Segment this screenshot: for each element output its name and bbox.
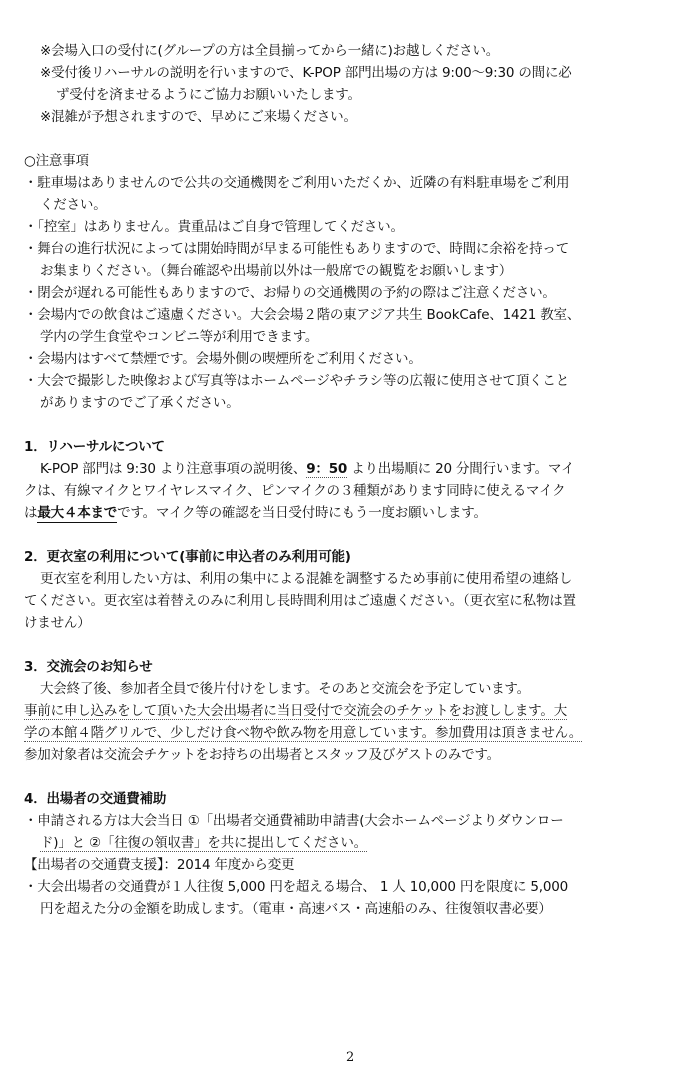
caution-line: ・会場内での飲食はご遠慮ください。大会会場２階の東アジア共生 BookCafe、1421 教室、 (24, 307, 581, 323)
subsidy-line: ・大会出場者の交通費が１人往復 5,000 円を超える場合、 1 人 10,000 円を限度に 5,000 (24, 879, 569, 895)
document-page (24, 40, 676, 920)
section-heading: 3．交流会のお知らせ (24, 659, 153, 675)
intro-notes (24, 40, 676, 128)
rehearsal-text: は (24, 505, 38, 521)
caution-line: 学内の学生食堂やコンビニ等が利用できます。 (40, 329, 319, 345)
exchange-line: 参加対象者は交流会チケットをお持ちの出場者とスタッフ及びゲストのみです。 (24, 747, 500, 763)
mic-limit: 最大４本まで (37, 505, 118, 521)
exchange-ticket-text: 事前に申し込みをして頂いた大会出場者に当日受付で交流会のチケットをお渡しします。大 (24, 703, 568, 719)
cautions-title: ○注意事項 (24, 153, 89, 169)
page-number: 2 (345, 1050, 355, 1065)
subsidy-line: ・申請される方は大会当日 ①「出場者交通費補助申請書(大会ホームページよりダウンロー (24, 813, 564, 829)
rehearsal-text: K-POP 部門は 9:30 より注意事項の説明後、 (40, 461, 307, 477)
exchange-line: 大会終了後、参加者全員で後片付けをします。そのあと交流会を予定しています。 (40, 681, 530, 697)
caution-line: がありますのでご了承ください。 (40, 395, 240, 411)
caution-line: ・舞台の進行状況によっては開始時間が早まる可能性もありますので、時間に余裕を持って (24, 241, 570, 257)
section-travel-subsidy (24, 788, 676, 920)
rehearsal-start-time: 9：50 (306, 461, 348, 477)
dressing-line: てください。更衣室は着替えのみに利用し長時間利用はご遠慮ください。（更衣室に私物は置 (24, 593, 576, 609)
subsidy-line: 円を超えた分の金額を助成します。（電車・高速バス・高速船のみ、往復領収書必要） (40, 901, 552, 917)
section-heading: 2．更衣室の利用について(事前に申込者のみ利用可能) (24, 549, 351, 565)
intro-line: ※受付後リハーサルの説明を行いますので、K-POP 部門出場の方は 9:00～9:30 の間に必 (40, 65, 572, 81)
exchange-line (24, 700, 676, 722)
rehearsal-text: です。マイク等の確認を当日受付時にもう一度お願いします。 (117, 505, 487, 521)
intro-line: ※混雑が予想されますので、早めにご来場ください。 (40, 109, 357, 125)
intro-line: ※会場入口の受付に(グループの方は全員揃ってから一緒に)お越しください。 (40, 43, 500, 59)
rehearsal-line (24, 502, 676, 524)
dressing-line: 更衣室を利用したい方は、利用の集中による混雑を調整するため事前に使用希望の連絡し (40, 571, 572, 587)
rehearsal-text: より出場順に 20 分間行います。マイ (347, 461, 575, 477)
section-heading: 4．出場者の交通費補助 (24, 791, 167, 807)
section-rehearsal (24, 436, 676, 524)
intro-line: ず受付を済ませるようにご協力お願いいたします。 (56, 87, 361, 103)
subsidy-line: 【出場者の交通費支援】：2014 年度から変更 (24, 857, 295, 873)
rehearsal-line (24, 458, 676, 480)
section-heading: 1．リハーサルについて (24, 439, 165, 455)
caution-line: お集まりください。（舞台確認や出場前以外は一般席での観覧をお願いします） (40, 263, 513, 279)
cautions-section (24, 150, 676, 414)
dressing-line: けません） (24, 615, 91, 631)
section-dressing-room (24, 546, 676, 634)
caution-line: ・「控室」はありません。貴重品はご自身で管理してください。 (24, 219, 404, 235)
subsidy-line (24, 832, 676, 854)
subsidy-doc-text: ド)」と ②「往復の領収書」を共に提出してください。 (40, 835, 367, 851)
caution-line: ください。 (40, 197, 107, 213)
exchange-line (24, 722, 676, 744)
caution-line: ・会場内はすべて禁煙です。会場外側の喫煙所をご利用ください。 (24, 351, 422, 367)
section-exchange-party (24, 656, 676, 766)
rehearsal-line: クは、有線マイクとワイヤレスマイク、ピンマイクの３種類があります同時に使えるマイク (24, 483, 566, 499)
caution-line: ・閉会が遅れる可能性もありますので、お帰りの交通機関の予約の際はご注意ください。 (24, 285, 556, 301)
exchange-grill-text: 学の本館４階グリルで、少しだけ食べ物や飲み物を用意しています。参加費用は頂きません。 (24, 725, 583, 741)
caution-line: ・大会で撮影した映像および写真等はホームページやチラシ等の広報に使用させて頂くこと (24, 373, 570, 389)
caution-line: ・駐車場はありませんので公共の交通機関をご利用いただくか、近隣の有料駐車場をご利用 (24, 175, 570, 191)
